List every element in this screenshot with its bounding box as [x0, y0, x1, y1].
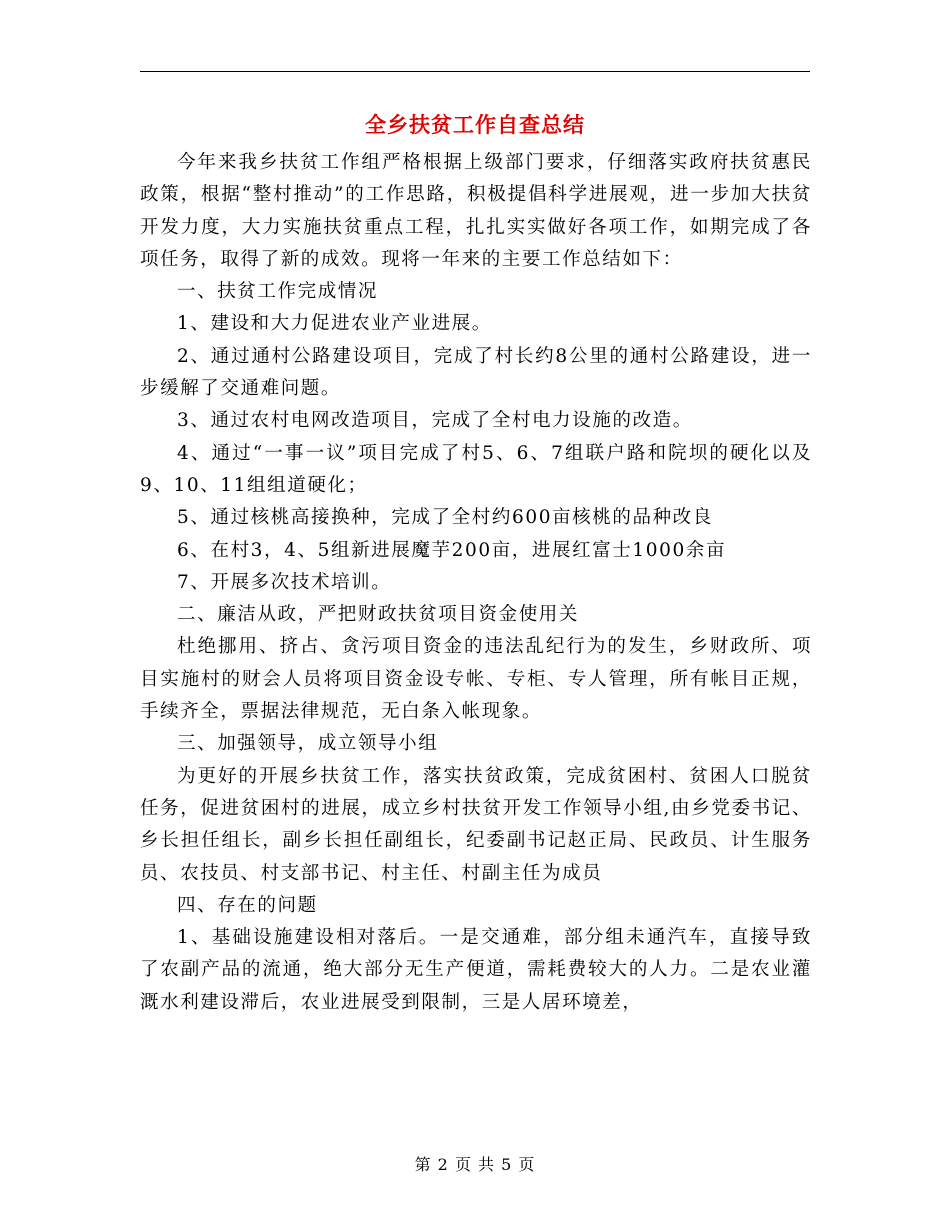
heading-section-2: 二、廉洁从政，严把财政扶贫项目资金使用关	[177, 604, 580, 626]
heading-section-1: 一、扶贫工作完成情况	[177, 281, 379, 303]
paragraph-funds: 杜绝挪用、挤占、贪污项目资金的违法乱纪行为的发生，乡财政所、项目实施村的财会人员将项目资金设专帐、专柜、专人管理，所有帐目正规，手续齐全，票据法律规范，无白条入帐现象。	[140, 636, 812, 723]
list-item-7: 7、开展多次技术培训。	[177, 571, 392, 593]
list-item-4: 4、通过“一事一议”项目完成了村5、6、7组联户路和院坝的硬化以及9、10、11组组道硬化；	[140, 442, 812, 496]
list-item-3: 3、通过农村电网改造项目，完成了全村电力设施的改造。	[177, 410, 693, 432]
page-number: 第 2 页 共 5 页	[414, 1155, 536, 1174]
document-body	[140, 147, 812, 1019]
list-item-6: 6、在村3，4、5组新进展魔芋200亩，进展红富士1000余亩	[177, 539, 727, 561]
paragraph-problems: 1、基础设施建设相对落后。一是交通难，部分组未通汽车，直接导致了农副产品的流通，绝大部分无生产便道，需耗费较大的人力。二是农业灌溉水利建设滞后，农业进展受到限制，三是人居环境差，	[140, 927, 812, 1013]
heading-section-3: 三、加强领导，成立领导小组	[177, 733, 439, 755]
list-item-5: 5、通过核桃高接换种，完成了全村约600亩核桃的品种改良	[177, 507, 713, 529]
document-title: 全乡扶贫工作自查总结	[365, 112, 585, 137]
list-item-1: 1、建设和大力促进农业产业进展。	[177, 313, 492, 335]
header-rule	[140, 71, 810, 72]
list-item-2: 2、通过通村公路建设项目，完成了村长约8公里的通村公路建设，进一步缓解了交通难问题。	[140, 345, 812, 400]
paragraph-intro: 今年来我乡扶贫工作组严格根据上级部门要求，仔细落实政府扶贫惠民政策，根据“整村推动”的工作思路，积极提倡科学进展观，进一步加大扶贫开发力度，大力实施扶贫重点工程，扎扎实实做好各项工作，如期完成了各项任务，取得了新的成效。现将一年来的主要工作总结如下：	[140, 152, 812, 270]
heading-section-4: 四、存在的问题	[177, 894, 318, 916]
paragraph-leadership: 为更好的开展乡扶贫工作，落实扶贫政策，完成贫困村、贫困人口脱贫任务，促进贫困村的进展，成立乡村扶贫开发工作领导小组,由乡党委书记、乡长担任组长，副乡长担任副组长，纪委副书记赵正局、民政员、计生服务员、农技员、村支部书记、村主任、村副主任为成员	[140, 765, 812, 884]
